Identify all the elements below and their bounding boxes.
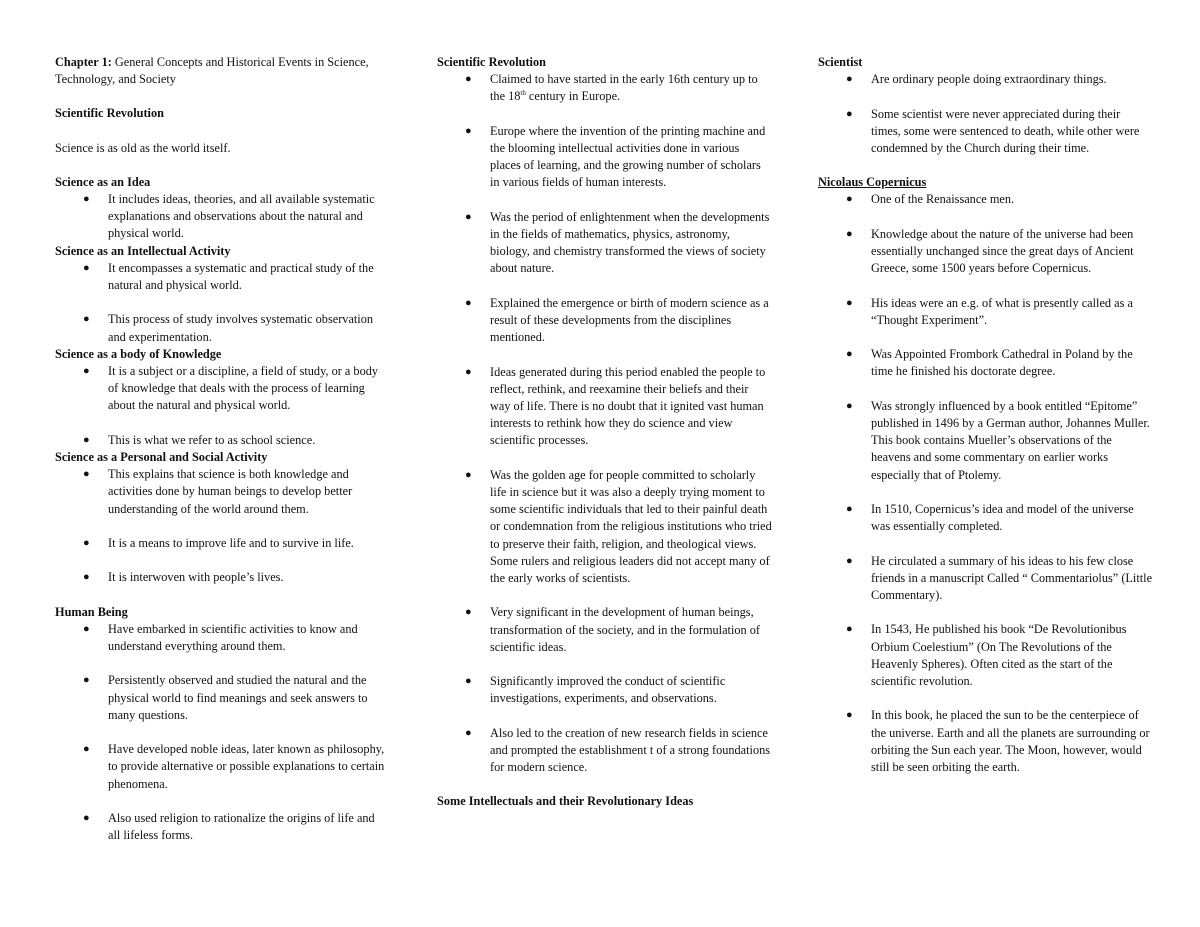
list-item: ● Explained the emergence or birth of modern science as a result of these developments from the disciplines mentioned. <box>465 295 769 345</box>
intellectual-list <box>55 260 390 346</box>
knowledge-list <box>55 363 390 449</box>
list-item: ● Some scientist were never appreciated during their times, some were sentenced to death, while other were condemned by the Church during their time. <box>846 106 1140 155</box>
bullet-icon: ● <box>846 554 853 567</box>
heading-scientific-revolution: Scientific Revolution <box>437 55 546 69</box>
intro-text: Science is as old as the world itself. <box>55 140 231 155</box>
list-item: ● Europe where the invention of the printing machine and the blooming intellectual activities done in various places of learning, and the growing number of scholars in various fields of human interests. <box>465 123 766 190</box>
chapter-title <box>55 54 390 88</box>
bullet-icon: ● <box>83 365 90 378</box>
bullet-icon: ● <box>83 313 90 326</box>
scientist-list <box>818 71 1153 157</box>
bullet-icon: ● <box>846 348 853 361</box>
list-item: ● Also used religion to rationalize the origins of life and all lifeless forms. <box>83 811 375 843</box>
list-item: ● Claimed to have started in the early 16th century up to the 18th century in Europe. <box>465 72 758 104</box>
bullet-icon: ● <box>83 468 90 481</box>
bullet-icon: ● <box>83 743 90 756</box>
list-item: ● It is a subject or a discipline, a field of study, or a body of knowledge that deals with the process of learning about the natural and physical world. <box>83 364 379 413</box>
bullet-icon: ● <box>83 571 90 584</box>
list-item: ● This is what we refer to as school science. <box>55 432 390 449</box>
heading-personal-social-activity: Science as a Personal and Social Activity <box>55 450 268 465</box>
bullet-icon: ● <box>83 433 90 446</box>
chapter-label: Chapter 1: <box>55 55 112 69</box>
heading-copernicus: Nicolaus Copernicus <box>818 175 927 190</box>
heading-scientist: Scientist <box>818 55 863 69</box>
column-middle <box>437 54 772 811</box>
list-item: ● Was the golden age for people committed to scholarly life in science but it was also a deeply trying moment to some scientific individuals that led to their painful death or condemnation from the religious institutions who tried to preserve their faith, religion, and theological views. Some rulers and religious leaders did not accept many of the early works of scientists. <box>465 467 772 586</box>
list-item: ● In 1510, Copernicus’s idea and model of the universe was essentially completed. <box>846 501 1134 534</box>
bullet-icon: ● <box>465 675 472 688</box>
list-item: ● Are ordinary people doing extraordinary things. <box>818 71 1153 88</box>
bullet-icon: ● <box>846 623 853 636</box>
bullet-icon: ● <box>846 73 853 86</box>
bullet-icon: ● <box>465 726 472 739</box>
list-item: ● In this book, he placed the sun to be the centerpiece of the universe. Earth and all the planets are surrounding or orbiting the Sun each year. The Moon, however, would still be seen orbiting the earth. <box>846 708 1150 774</box>
list-item: ● Was strongly influenced by a book entitled “Epitome” published in 1496 by a German author, Johannes Muller. This book contains Mueller’s observations of the heavens and some commentary on earlier works especially that of Ptolemy. <box>846 398 1150 482</box>
list-item: ● His ideas were an e.g. of what is presently called as a “Thought Experiment”. <box>846 295 1133 327</box>
list-item: ● Was Appointed Frombork Cathedral in Poland by the time he finished his doctorate degree. <box>846 347 1133 379</box>
heading-human-being: Human Being <box>55 604 128 619</box>
bullet-icon: ● <box>846 502 853 515</box>
revolution-list <box>437 71 772 776</box>
list-item: ● This explains that science is both knowledge and activities done by human beings to develop better understanding of the world around them. <box>83 467 353 516</box>
list-item: ● In 1543, He published his book “De Revolutionibus Orbium Coelestium” (On The Revolutions of the Heavenly Spheres). Often cited as the start of the scientific revolution. <box>846 622 1127 688</box>
copernicus-list <box>818 191 1153 776</box>
bullet-icon: ● <box>465 468 472 481</box>
bullet-icon: ● <box>465 124 472 137</box>
bullet-icon: ● <box>83 261 90 274</box>
heading-intellectuals: Some Intellectuals and their Revolutionary Ideas <box>437 794 694 809</box>
list-item: ● Very significant in the development of human beings, transformation of the society, and in the formulation of scientific ideas. <box>465 605 761 654</box>
idea-list <box>55 191 390 243</box>
bullet-icon: ● <box>846 709 853 722</box>
bullet-icon: ● <box>465 210 472 223</box>
list-item: ● Persistently observed and studied the natural and the physical world to find meanings and seek answers to many questions. <box>83 673 368 722</box>
bullet-icon: ● <box>83 674 90 687</box>
list-item: ● It is interwoven with people’s lives. <box>55 569 390 586</box>
column-left <box>55 54 390 844</box>
list-item: ● It includes ideas, theories, and all available systematic explanations and observations about the natural and physical world. <box>83 192 375 241</box>
list-item: ● It is a means to improve life and to survive in life. <box>55 535 390 552</box>
bullet-icon: ● <box>846 193 853 206</box>
chapter-title-text: General Concepts and Historical Events in Science, Technology, and Society <box>55 55 369 87</box>
bullet-icon: ● <box>465 606 472 619</box>
personal-list <box>55 466 390 586</box>
list-item: ● Significantly improved the conduct of scientific investigations, experiments, and observations. <box>465 674 726 706</box>
list-item: ● He circulated a summary of his ideas to his few close friends in a manuscript Called “ Commentariolus” (Little Commentary). <box>846 553 1153 602</box>
list-item: ● One of the Renaissance men. <box>818 191 1153 208</box>
bullet-icon: ● <box>83 812 90 825</box>
list-item: ● Knowledge about the nature of the universe had been essentially unchanged since the great days of Ancient Greece, some 1500 years before Copernicus. <box>846 226 1134 276</box>
bullet-icon: ● <box>846 107 853 120</box>
heading-body-of-knowledge: Science as a body of Knowledge <box>55 346 222 361</box>
list-item: ● Also led to the creation of new research fields in science and prompted the establishment t of a strong foundations for modern science. <box>465 725 771 775</box>
bullet-icon: ● <box>465 296 472 309</box>
bullet-icon: ● <box>846 227 853 240</box>
human-list <box>55 621 390 845</box>
bullet-icon: ● <box>465 73 472 86</box>
list-item: ● Ideas generated during this period enabled the people to reflect, rethink, and reexamine their beliefs and their way of life. There is no doubt that it ignited vast human interests to rethink how they do science and view scientific processes. <box>465 364 766 448</box>
section-heading-scientific-revolution: Scientific Revolution <box>55 106 164 121</box>
list-item: ● Have embarked in scientific activities to know and understand everything around them. <box>83 621 358 654</box>
bullet-icon: ● <box>83 622 90 635</box>
bullet-icon: ● <box>846 296 853 309</box>
heading-intellectual-activity: Science as an Intellectual Activity <box>55 243 231 258</box>
bullet-icon: ● <box>846 399 853 412</box>
heading-science-as-idea: Science as an Idea <box>55 174 151 189</box>
list-item: ● This process of study involves systematic observation and experimentation. <box>83 312 374 344</box>
bullet-icon: ● <box>465 365 472 378</box>
bullet-icon: ● <box>83 193 90 206</box>
list-item: ● It encompasses a systematic and practical study of the natural and physical world. <box>83 260 374 293</box>
column-right <box>818 54 1153 776</box>
bullet-icon: ● <box>83 537 90 550</box>
list-item: ● Have developed noble ideas, later known as philosophy, to provide alternative or possible explanations to certain phenomena. <box>83 742 385 791</box>
list-item: ● Was the period of enlightenment when the developments in the fields of mathematics, physics, astronomy, biology, and chemistry transformed the views of society about nature. <box>465 209 770 276</box>
